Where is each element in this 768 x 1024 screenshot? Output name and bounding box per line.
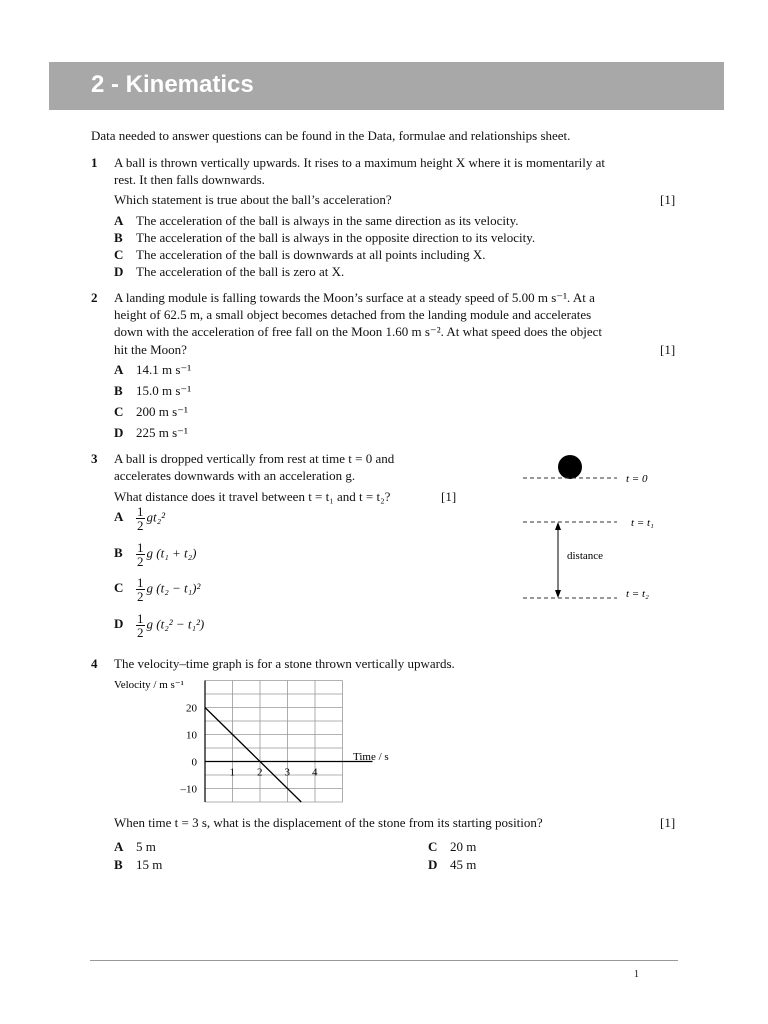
ball-icon: [558, 455, 582, 479]
option-a: A 5 m: [114, 839, 156, 854]
option-a: A $\frac{1}{2}$ gt₂²: [114, 504, 166, 533]
label-t0: t = 0: [626, 473, 648, 485]
option-d: D The acceleration of the ball is zero at X.: [114, 264, 345, 279]
question-number: 1: [91, 155, 98, 170]
question-text: The velocity–time graph is for a stone thrown vertically upwards.: [114, 656, 455, 671]
question-text: A ball is thrown vertically upwards. It rises to a maximum height X where it is momentarily at: [114, 155, 606, 170]
question-prompt: Which statement is true about the ball’s acceleration?: [114, 192, 392, 207]
question-text: down with the acceleration of free fall on the Moon 1.60 m s⁻². At what speed does the object: [114, 324, 603, 339]
x-axis-label: Time / s: [353, 751, 389, 763]
question-text: hit the Moon?: [114, 342, 187, 357]
option-c: C The acceleration of the ball is downwards at all points including X.: [114, 247, 486, 262]
option-b: B The acceleration of the ball is always in the opposite direction to its velocity.: [114, 230, 536, 245]
option-c: C 200 m s⁻¹: [114, 404, 188, 419]
title-banner: [49, 62, 724, 110]
x-tick-label: 2: [257, 766, 263, 779]
fraction-half: $\frac{1}{2}$: [137, 611, 144, 640]
y-tick-label: –10: [180, 783, 197, 796]
y-tick-label: 0: [191, 756, 197, 769]
question-text: A ball is dropped vertically from rest at time t = 0 and: [114, 451, 395, 466]
distance-label: distance: [567, 550, 604, 562]
question-text: accelerates downwards with an acceleration g.: [114, 468, 356, 483]
option-d: D 45 m: [428, 857, 477, 872]
intro-text: Data needed to answer questions can be found in the Data, formulae and relationships sheet.: [91, 128, 571, 143]
question-text: A landing module is falling towards the Moon’s surface at a steady speed of 5.00 m s⁻¹. At a: [114, 290, 595, 305]
option-b: B 15 m: [114, 857, 163, 872]
question-prompt: What distance does it travel between t = t₁ and t = t₂?: [114, 489, 391, 504]
question-number: 4: [91, 656, 98, 671]
y-tick-label: 20: [186, 702, 197, 715]
y-tick-label: 10: [186, 729, 197, 742]
y-axis-label: Velocity / m s⁻¹: [114, 679, 184, 691]
arrow-head-up-icon: [555, 522, 561, 530]
x-tick-label: 1: [229, 766, 235, 779]
option-d: D $\frac{1}{2}$ g (t₂² − t₁²): [114, 611, 205, 640]
option-a: A The acceleration of the ball is always in the same direction as its velocity.: [114, 213, 519, 228]
mark-allocation: [1]: [660, 815, 676, 830]
mark-allocation: [1]: [660, 192, 676, 207]
option-c: C $\frac{1}{2}$ g (t₂ − t₁)²: [114, 575, 201, 604]
mark-allocation: [1]: [660, 342, 676, 357]
mark-allocation: [1]: [441, 489, 457, 504]
velocity-time-graph: [110, 674, 410, 810]
fraction-half: $\frac{1}{2}$: [137, 575, 144, 604]
question-text: height of 62.5 m, a small object becomes detached from the landing module and accelerates: [114, 307, 592, 322]
question-text: rest. It then falls downwards.: [114, 172, 265, 187]
series-line: [205, 708, 301, 803]
footer-divider: [90, 960, 678, 961]
option-c: C 20 m: [428, 839, 477, 854]
falling-ball-diagram: [515, 450, 675, 610]
page-number: 1: [634, 969, 639, 980]
question-number: 3: [91, 451, 98, 466]
arrow-head-down-icon: [555, 590, 561, 598]
question-prompt: When time t = 3 s, what is the displacement of the stone from its starting position?: [114, 815, 543, 830]
fraction-half: $\frac{1}{2}$: [137, 504, 144, 533]
option-b: B $\frac{1}{2}$ g (t₁ + t₂): [114, 540, 197, 569]
fraction-half: $\frac{1}{2}$: [137, 540, 144, 569]
label-t2: t = t₂: [626, 588, 649, 600]
option-a: A 14.1 m s⁻¹: [114, 362, 192, 377]
x-tick-label: 3: [284, 766, 290, 779]
page-title: 2 - Kinematics: [91, 71, 254, 98]
x-tick-label: 4: [312, 766, 318, 779]
option-d: D 225 m s⁻¹: [114, 425, 188, 440]
question-number: 2: [91, 290, 98, 305]
option-b: B 15.0 m s⁻¹: [114, 383, 192, 398]
label-t1: t = t₁: [631, 517, 654, 529]
